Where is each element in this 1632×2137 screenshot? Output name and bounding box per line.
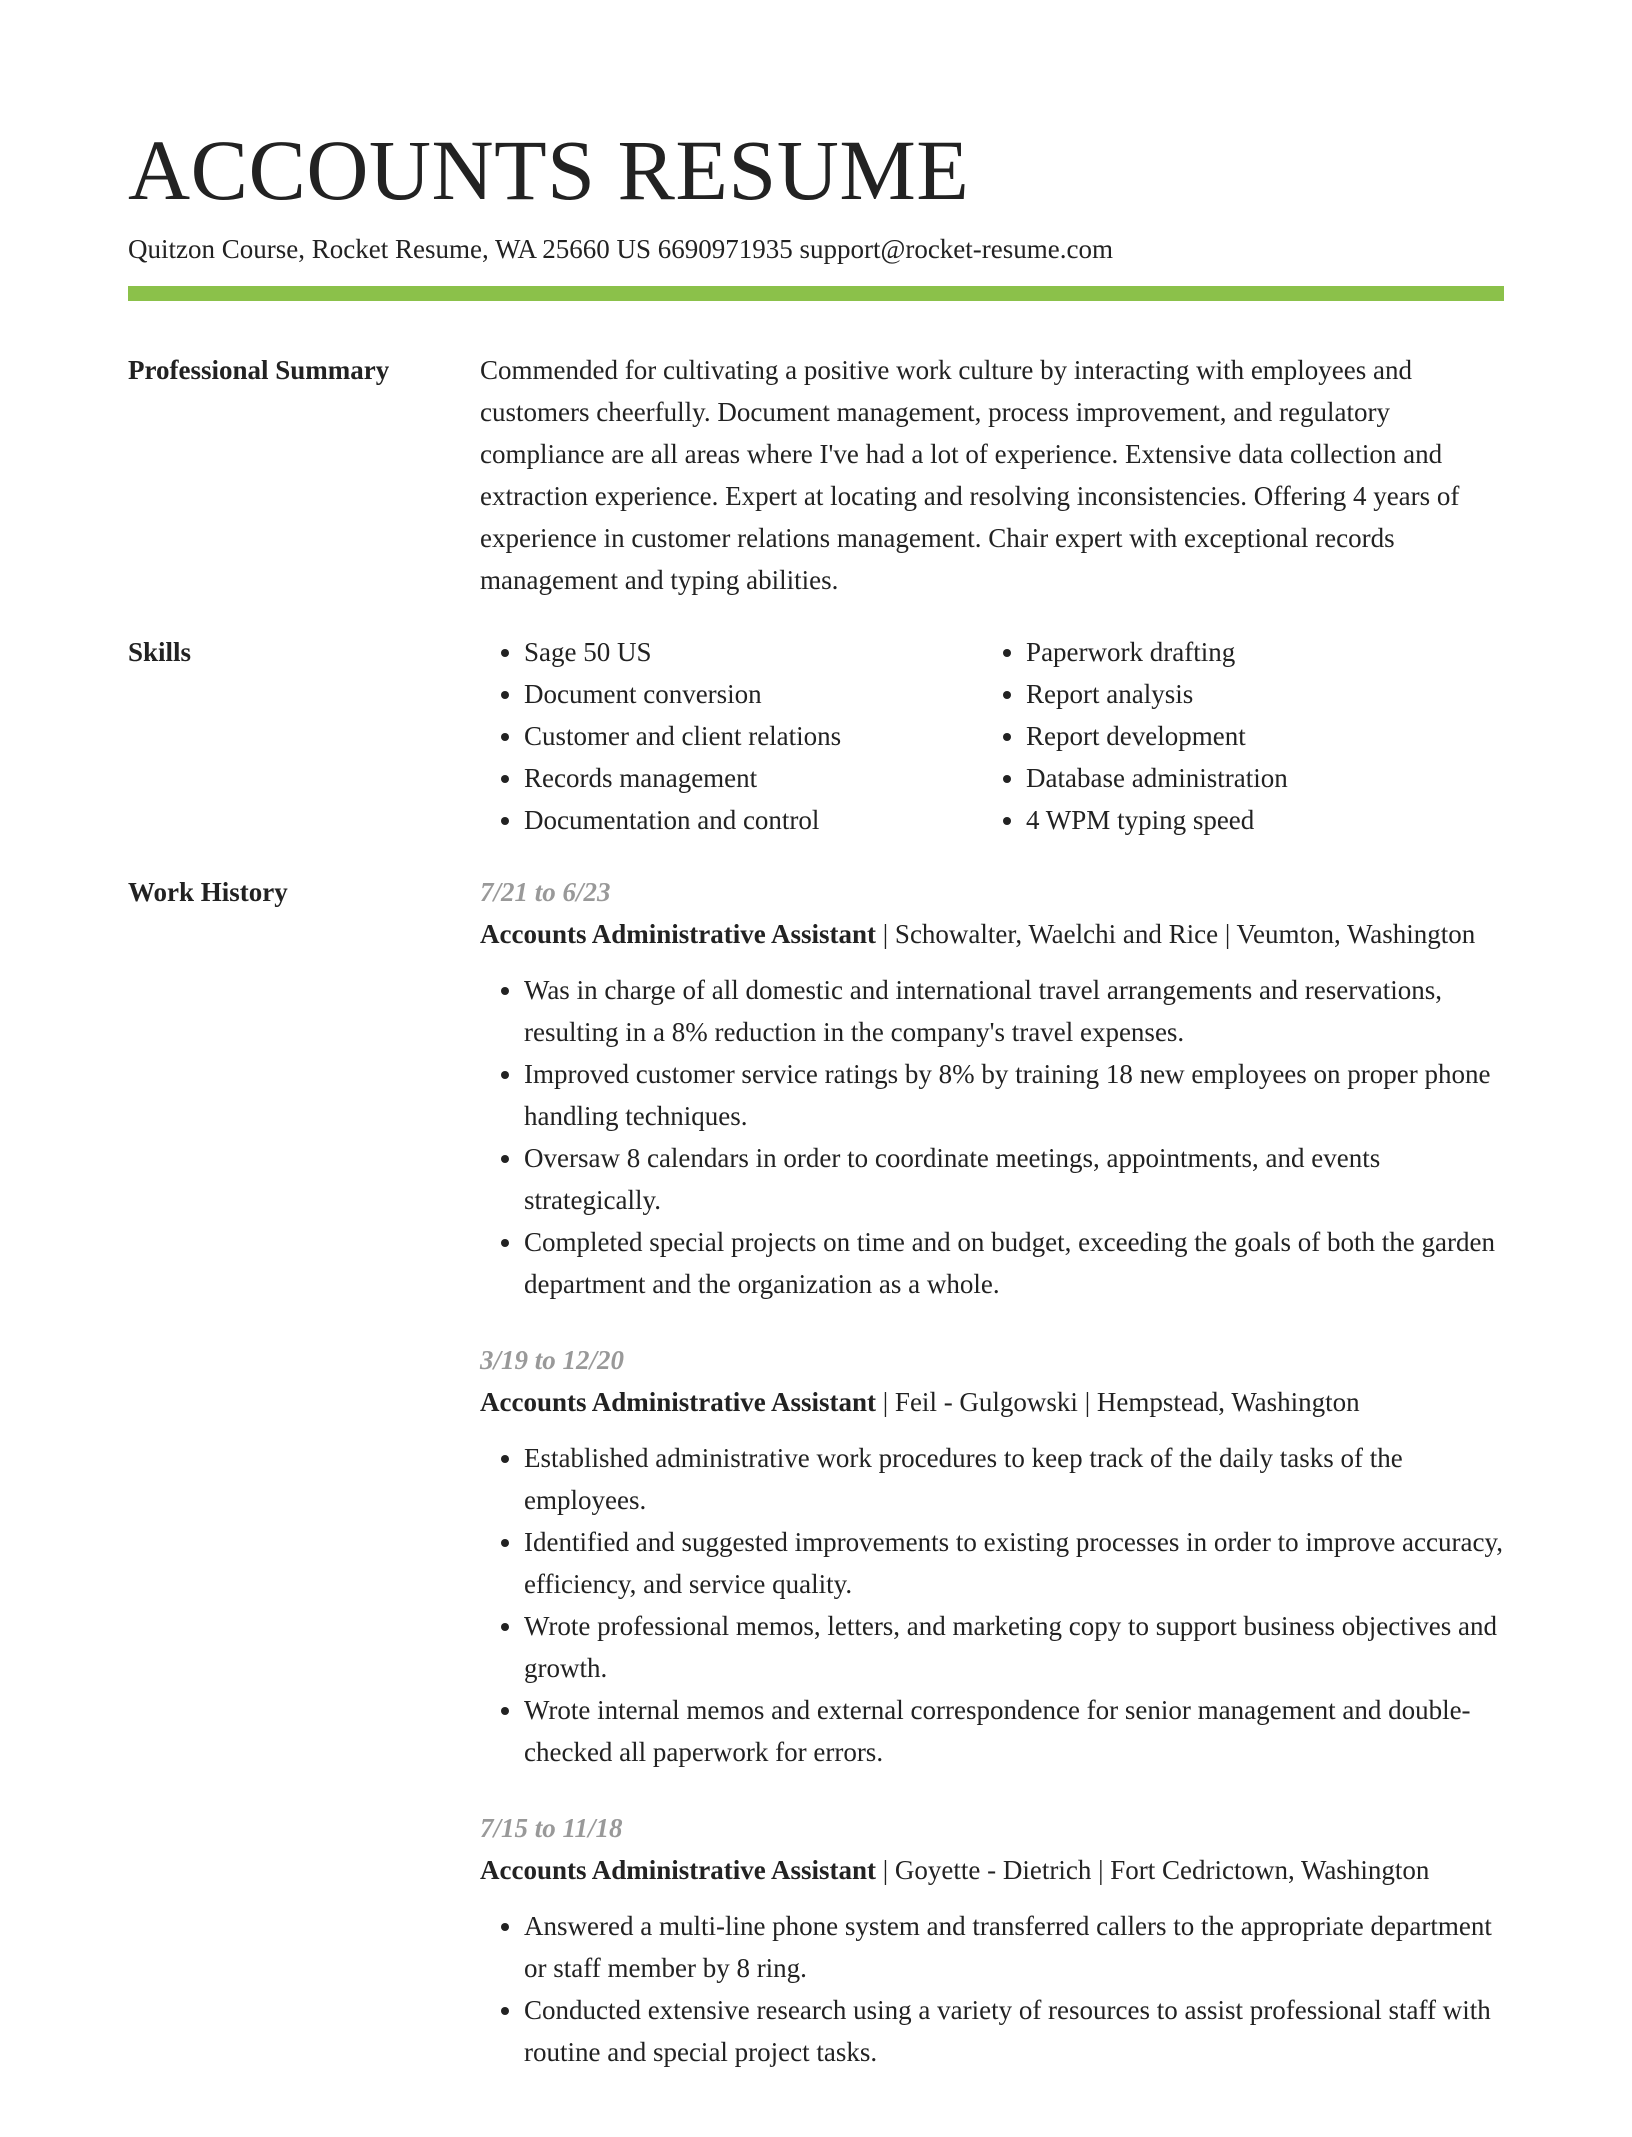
skill-item: • Paperwork drafting: [1026, 631, 1504, 673]
job-entry: [480, 1339, 1504, 1773]
job-tasks: [480, 1905, 1504, 2073]
work-history-label: Work History: [128, 877, 288, 907]
skills-list-left: [480, 631, 982, 841]
job-task: • Answered a multi-line phone system and transferred callers to the appropriate department or staff member by 8 ring.: [524, 1905, 1504, 1989]
job-role: Accounts Administrative Assistant: [480, 919, 877, 949]
skills-section: [128, 631, 1504, 841]
skill-item: • Sage 50 US: [524, 631, 982, 673]
skills-body: [480, 631, 1504, 841]
work-history-section: [128, 871, 1504, 2107]
job-entry: [480, 1807, 1504, 2073]
skill-item: • 4 WPM typing speed: [1026, 799, 1504, 841]
job-dates: 7/15 to 11/18: [480, 1813, 623, 1843]
job-heading: [480, 913, 1504, 955]
job-role: Accounts Administrative Assistant: [480, 1387, 877, 1417]
job-task: • Improved customer service ratings by 8% by training 18 new employees on proper phone handling techniques.: [524, 1053, 1504, 1137]
job-tasks: [480, 969, 1504, 1305]
job-dates: 7/21 to 6/23: [480, 877, 611, 907]
job-task: • Completed special projects on time and on budget, exceeding the goals of both the garden department and the organization as a whole.: [524, 1221, 1504, 1305]
skill-item: • Report development: [1026, 715, 1504, 757]
job-heading: [480, 1849, 1504, 1891]
job-tasks: [480, 1437, 1504, 1773]
skill-item: • Document conversion: [524, 673, 982, 715]
job-details: | Schowalter, Waelchi and Rice | Veumton, Washington: [876, 919, 1476, 949]
job-role: Accounts Administrative Assistant: [480, 1855, 877, 1885]
job-task: • Was in charge of all domestic and international travel arrangements and reservations, resulting in a 8% reduction in the company's travel expenses.: [524, 969, 1504, 1053]
skills-list-right: [982, 631, 1504, 841]
summary-text: Commended for cultivating a positive work culture by interacting with employees and customers cheerfully. Document management, process improvement, and regulatory compliance are all areas where I've had a lot of experience. Extensive data collection and extraction experience. Expert at locating and resolving inconsistencies. Offering 4 years of experience in customer relations management. Chair expert with exceptional records management and typing abilities.: [480, 355, 1460, 595]
work-history-body: [480, 871, 1504, 2107]
job-task: • Wrote professional memos, letters, and marketing copy to support business objectives and growth.: [524, 1605, 1504, 1689]
summary-label: Professional Summary: [128, 355, 390, 385]
skill-item: • Report analysis: [1026, 673, 1504, 715]
skills-label: Skills: [128, 637, 192, 667]
header-divider: [128, 286, 1504, 301]
skill-item: • Documentation and control: [524, 799, 982, 841]
resume-content: [128, 349, 1504, 2137]
summary-section: [128, 349, 1504, 601]
skills-columns: [480, 631, 1504, 841]
job-task: • Identified and suggested improvements to existing processes in order to improve accuracy, efficiency, and service quality.: [524, 1521, 1504, 1605]
contact-line: Quitzon Course, Rocket Resume, WA 25660 US 6690971935 support@rocket-resume.com: [128, 234, 1113, 264]
job-details: | Feil - Gulgowski | Hempstead, Washington: [876, 1387, 1360, 1417]
resume-title: ACCOUNTS RESUME: [128, 122, 970, 218]
skill-item: • Records management: [524, 757, 982, 799]
job-entry: [480, 871, 1504, 1305]
job-task: • Wrote internal memos and external correspondence for senior management and double-checked all paperwork for errors.: [524, 1689, 1504, 1773]
job-details: | Goyette - Dietrich | Fort Cedrictown, Washington: [876, 1855, 1430, 1885]
job-heading: [480, 1381, 1504, 1423]
skill-item: • Database administration: [1026, 757, 1504, 799]
job-task: • Established administrative work procedures to keep track of the daily tasks of the employees.: [524, 1437, 1504, 1521]
summary-body: [480, 349, 1504, 601]
job-dates: 3/19 to 12/20: [480, 1345, 625, 1375]
job-task: • Oversaw 8 calendars in order to coordinate meetings, appointments, and events strategically.: [524, 1137, 1504, 1221]
job-task: • Conducted extensive research using a variety of resources to assist professional staff with routine and special project tasks.: [524, 1989, 1504, 2073]
skill-item: • Customer and client relations: [524, 715, 982, 757]
